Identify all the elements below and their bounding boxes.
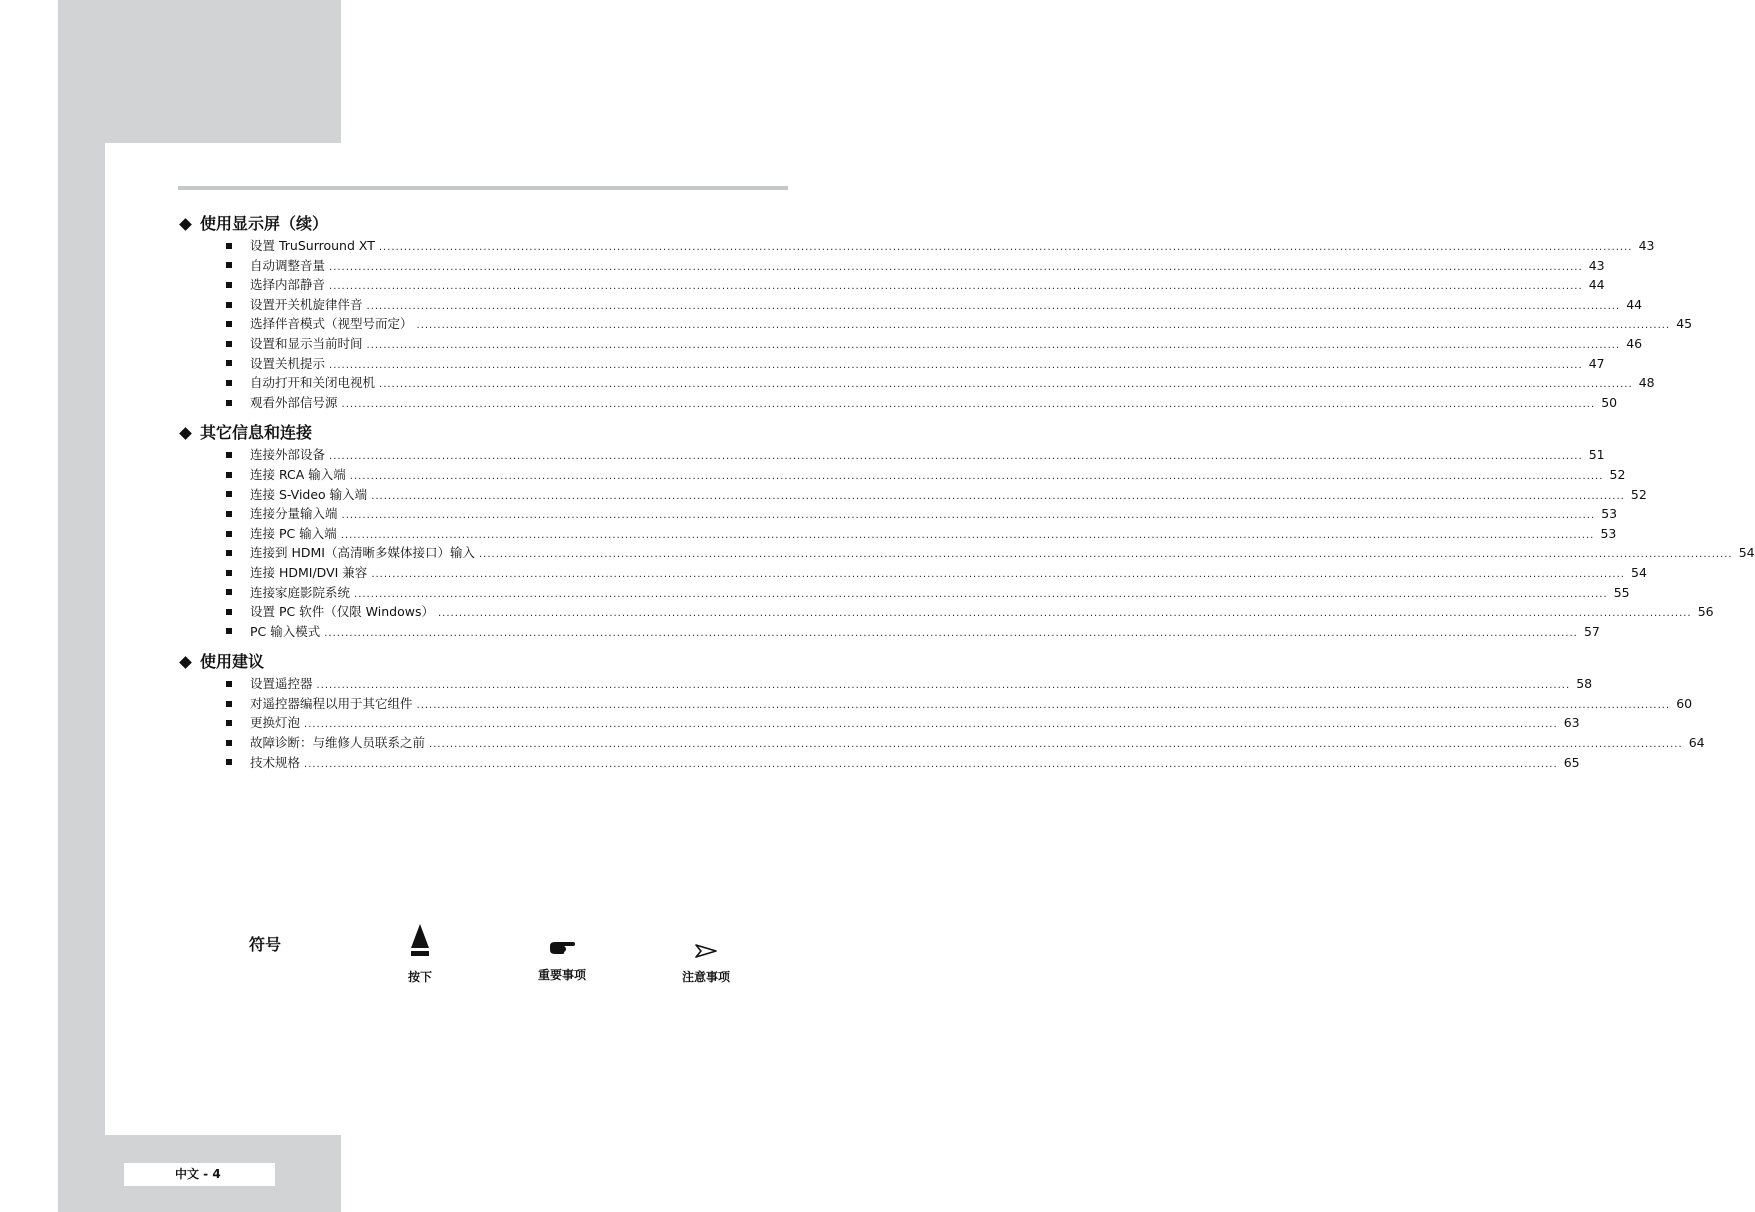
toc-entry[interactable] [178,733,1705,753]
toc-entry-page: 43 [1588,257,1605,273]
toc-entry-page: 50 [1601,394,1618,410]
toc-entry-label: 观看外部信号源 [250,394,338,410]
toc-entry[interactable] [178,275,1605,295]
square-bullet-icon [226,531,232,537]
toc-entry-page: 52 [1630,486,1647,502]
dot-leader: ............................................................................................................................................................................................................................................................................................................ [416,699,1671,711]
toc-entry-label: 选择伴音模式（视型号而定） [250,316,413,332]
square-bullet-icon [226,360,232,366]
toc-entry-label: 设置 TruSurround XT [250,238,375,253]
toc-section [178,650,1705,772]
toc-entry[interactable] [178,445,1605,465]
square-bullet-icon [226,302,232,308]
toc-entry[interactable] [178,393,1618,413]
section-title-text: 使用建议 [200,652,265,672]
square-bullet-icon [226,720,232,726]
toc-entry-label: 连接 PC 输入端 [250,525,337,541]
toc-entry-page: 44 [1626,296,1643,312]
toc-entry-label: 连接到 HDMI（高清晰多媒体接口）输入 [250,545,475,561]
toc-entry[interactable] [178,314,1693,334]
square-bullet-icon [226,701,232,707]
toc-entry[interactable] [178,504,1618,524]
diamond-bullet-icon [179,427,192,440]
square-bullet-icon [226,550,232,556]
square-bullet-icon [226,321,232,327]
dot-leader: ............................................................................................................................................................................................................................................................................................................ [429,739,1683,751]
toc-entry[interactable] [178,236,1655,256]
square-bullet-icon [226,341,232,347]
toc-entry-label: 连接外部设备 [250,447,326,463]
toc-entry-page: 45 [1676,316,1693,332]
toc-entry-label: 自动调整音量 [250,257,326,273]
toc-entry[interactable] [178,622,1600,642]
toc-entry-page: 54 [1738,545,1755,561]
toc-entry-page: 51 [1588,447,1605,463]
dot-leader: ............................................................................................................................................................................................................................................................................................................ [316,680,1571,692]
symbol-press [400,924,440,985]
toc-entry-page: 60 [1676,695,1693,711]
toc-entry-page: 65 [1563,754,1580,770]
toc-entry-label: 自动打开和关闭电视机 [250,375,376,391]
dot-leader: ............................................................................................................................................................................................................................................................................................................ [371,568,1625,580]
square-bullet-icon [226,452,232,458]
square-bullet-icon [226,262,232,268]
toc-entry-page: 53 [1601,506,1618,522]
toc-entry-page: 57 [1583,623,1600,639]
toc-entry-page: 52 [1609,466,1626,482]
square-bullet-icon [226,681,232,687]
toc-entry-label: 设置和显示当前时间 [250,335,363,351]
toc-entry-page: 63 [1563,715,1580,731]
toc-entry[interactable] [178,295,1643,315]
symbols-title: 符号 [249,935,282,954]
section-title-text: 使用显示屏（续） [200,214,329,233]
square-bullet-icon [226,243,232,249]
toc-entry-label: 连接家庭影院系统 [250,584,351,600]
dot-leader: ............................................................................................................................................................................................................................................................................................................ [341,398,1596,410]
toc-entry[interactable] [178,694,1693,714]
section-title [178,212,794,236]
symbol-note-label: 注意事项 [681,970,730,984]
square-bullet-icon [226,511,232,517]
toc-entry-label: 故障诊断：与维修人员联系之前 [250,735,426,751]
toc-entry-page: 56 [1697,604,1714,620]
square-bullet-icon [226,740,232,746]
toc-entry-label: 连接 RCA 输入端 [250,466,346,482]
table-of-contents [178,212,1755,781]
toc-entry[interactable] [178,524,1617,544]
toc-entry-label: 连接 S-Video 输入端 [250,486,368,502]
toc-entry[interactable] [178,465,1626,485]
symbol-important [527,940,597,983]
toc-entry[interactable] [178,583,1630,603]
square-bullet-icon [226,609,232,615]
toc-entry-page: 58 [1576,676,1593,692]
toc-entry-label: 设置开关机旋律伴音 [250,296,363,312]
toc-entry[interactable] [178,674,1593,694]
square-bullet-icon [226,400,232,406]
section-title [178,650,794,674]
dot-leader: ............................................................................................................................................................................................................................................................................................................ [329,359,1583,371]
dot-leader: ............................................................................................................................................................................................................................................................................................................ [379,379,1633,391]
toc-entry-page: 43 [1638,238,1655,253]
dot-leader: ............................................................................................................................................................................................................................................................................................................ [366,339,1621,351]
dot-leader: ............................................................................................................................................................................................................................................................................................................ [478,549,1733,561]
toc-entry[interactable] [178,563,1647,583]
square-bullet-icon [226,628,232,634]
dot-leader: ............................................................................................................................................................................................................................................................................................................ [329,451,1583,463]
dot-leader: ............................................................................................................................................................................................................................................................................................................ [329,281,1583,293]
diamond-bullet-icon [179,656,192,669]
symbol-note [671,944,741,985]
press-arrow-icon [410,924,430,956]
toc-entry[interactable] [178,354,1605,374]
dot-leader: ............................................................................................................................................................................................................................................................................................................ [340,529,1595,541]
toc-entry-label: 设置 PC 软件（仅限 Windows） [250,604,434,620]
toc-entry-label: 选择内部静音 [250,277,326,293]
toc-entry-label: 连接分量输入端 [250,506,338,522]
dot-leader: ............................................................................................................................................................................................................................................................................................................ [329,261,1583,273]
dot-leader: ............................................................................................................................................................................................................................................................................................................ [416,320,1671,332]
toc-section [178,212,1693,412]
toc-entry-label: 对遥控器编程以用于其它组件 [250,695,413,711]
square-bullet-icon [226,759,232,765]
dot-leader: ............................................................................................................................................................................................................................................................................................................ [304,719,1558,731]
toc-entry-page: 53 [1600,525,1617,541]
toc-entry-label: 更换灯泡 [250,715,301,731]
page-number-label: 中文 - 4 [124,1163,275,1186]
toc-entry[interactable] [178,753,1580,773]
dot-leader: ............................................................................................................................................................................................................................................................................................................ [378,242,1633,253]
symbol-important-label: 重要事项 [537,968,586,982]
section-title [178,421,794,445]
diamond-bullet-icon [179,218,192,231]
section-title-text: 其它信息和连接 [200,423,313,443]
toc-entry-page: 44 [1588,277,1605,293]
toc-entry-page: 64 [1688,735,1705,751]
toc-entry-label: 设置关机提示 [250,355,326,371]
toc-entry-page: 46 [1626,335,1643,351]
toc-entry[interactable] [178,256,1605,276]
header-rule [178,186,788,190]
square-bullet-icon [226,472,232,478]
dot-leader: ............................................................................................................................................................................................................................................................................................................ [438,608,1692,620]
toc-entry[interactable] [178,334,1643,354]
dot-leader: ............................................................................................................................................................................................................................................................................................................ [354,588,1608,600]
square-bullet-icon [226,589,232,595]
toc-entry[interactable] [178,543,1755,563]
toc-entry-page: 54 [1631,564,1647,580]
toc-entry-label: 技术规格 [250,754,301,770]
decorative-band-top [58,0,341,143]
dot-leader: ............................................................................................................................................................................................................................................................................................................ [324,627,1578,639]
toc-entry-page: 55 [1613,584,1630,600]
pointing-hand-icon [548,940,576,956]
symbol-press-label: 按下 [407,970,432,984]
toc-entry[interactable] [178,602,1714,622]
toc-entry-label: 连接 HDMI/DVI 兼容 [250,564,368,580]
toc-entry-page: 48 [1638,375,1655,391]
toc-entry-page: 47 [1588,355,1605,371]
dot-leader: ............................................................................................................................................................................................................................................................................................................ [371,490,1625,502]
toc-entry[interactable] [178,373,1655,393]
dot-leader: ............................................................................................................................................................................................................................................................................................................ [341,510,1596,522]
dot-leader: ............................................................................................................................................................................................................................................................................................................ [349,470,1604,482]
toc-entry-label: 设置遥控器 [250,676,313,692]
dot-leader: ............................................................................................................................................................................................................................................................................................................ [304,758,1558,770]
toc-section [178,421,1755,641]
toc-entry[interactable] [178,713,1580,733]
dot-leader: ............................................................................................................................................................................................................................................................................................................ [366,300,1621,312]
toc-entry-label: PC 输入模式 [250,623,321,639]
square-bullet-icon [226,491,232,497]
square-bullet-icon [226,282,232,288]
toc-entry[interactable] [178,485,1647,505]
note-arrow-icon [695,944,717,958]
square-bullet-icon [226,380,232,386]
square-bullet-icon [226,570,232,576]
decorative-band-left [58,143,105,1212]
